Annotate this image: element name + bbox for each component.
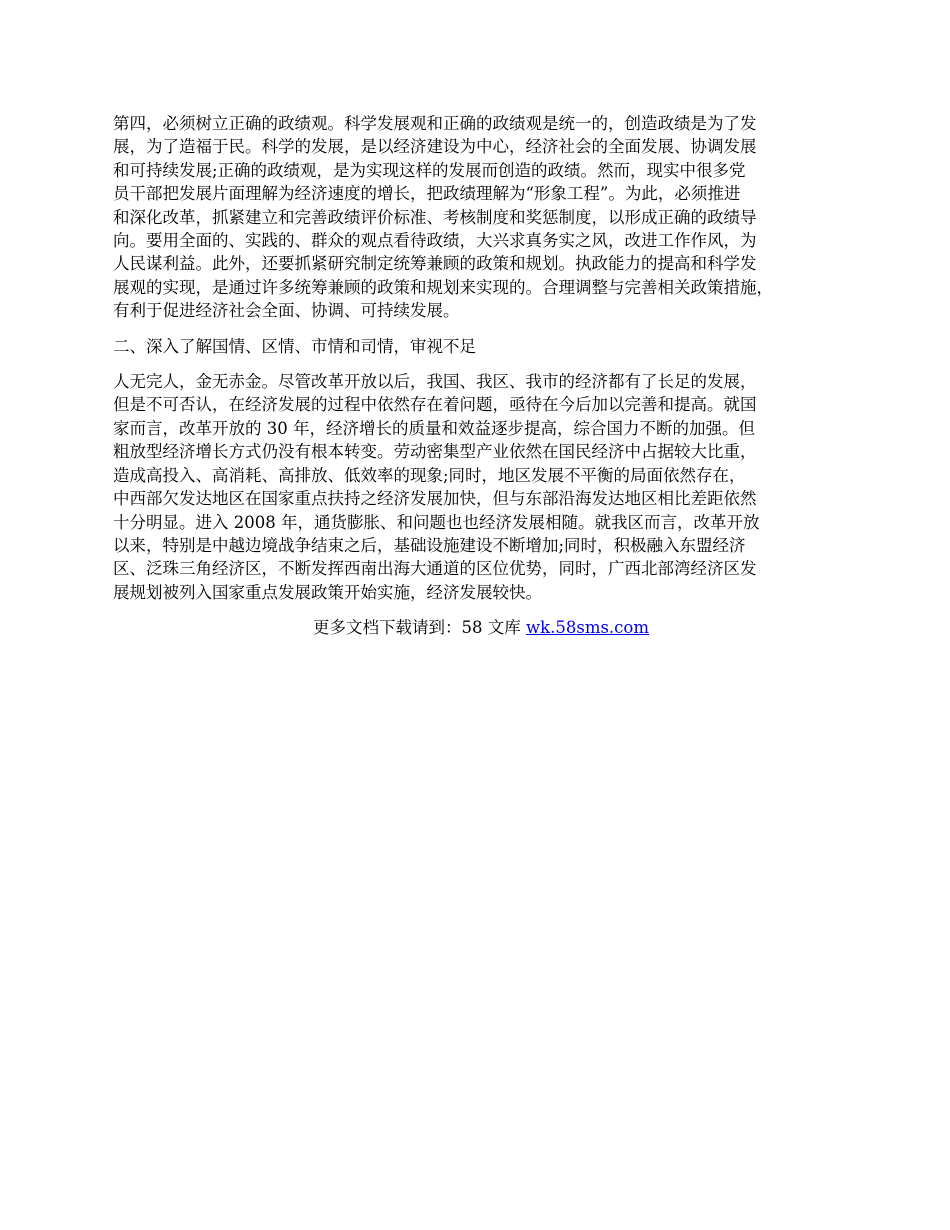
paragraph-line: 粗放型经济增长方式仍没有根本转变。劳动密集型产业依然在国民经济中占据较大比重， (113, 442, 757, 462)
paragraph-line: 以来，特别是中越边境战争结束之后，基础设施建设不断增加;同时，积极融入东盟经济 (113, 535, 746, 555)
paragraph-line: 员干部把发展片面理解为经济速度的增长，把政绩理解为“形象工程”。为此，必须推进 (113, 184, 741, 204)
paragraph-line: 中西部欠发达地区在国家重点扶持之经济发展加快，但与东部沿海发达地区相比差距依然 (113, 489, 757, 509)
footer (113, 616, 849, 639)
paragraph-line: 第四，必须树立正确的政绩观。科学发展观和正确的政绩观是统一的，创造政绩是为了发 (113, 114, 757, 133)
paragraph-line: 但是不可否认，在经济发展的过程中依然存在着问题，亟待在今后加以完善和提高。就国 (113, 395, 757, 415)
section-heading-text: 二、深入了解国情、区情、市情和司情，审视不足 (113, 336, 476, 356)
paragraph-line: 十分明显。进入 2008 年，通货膨胀、和问题也也经济发展相随。就我区而言，改革开放 (113, 512, 760, 532)
paragraph-line: 人无完人，金无赤金。尽管改革开放以后，我国、我区、我市的经济都有了长足的发展， (113, 372, 757, 392)
paragraph-1 (113, 112, 849, 323)
paragraph-line: 造成高投入、高消耗、高排放、低效率的现象;同时，地区发展不平衡的局面依然存在， (113, 465, 746, 485)
paragraph-line: 向。要用全面的、实践的、群众的观点看待政绩，大兴求真务实之风，改进工作作风，为 (113, 231, 757, 251)
footer-link[interactable]: wk.58sms.com (525, 618, 649, 638)
footer-text: 更多文档下载请到：58 文库 (312, 618, 526, 638)
paragraph-line: 和可持续发展;正确的政绩观，是为实现这样的发展而创造的政绩。然而，现实中很多党 (113, 160, 746, 180)
paragraph-2 (113, 370, 849, 604)
paragraph-line: 和深化改革，抓紧建立和完善政绩评价标准、考核制度和奖惩制度，以形成正确的政绩导 (113, 207, 757, 227)
section-heading (113, 335, 849, 358)
paragraph-line: 人民谋利益。此外，还要抓紧研究制定统筹兼顾的政策和规划。执政能力的提高和科学发 (113, 254, 757, 274)
paragraph-line: 展观的实现，是通过许多统筹兼顾的政策和规划来实现的。合理调整与完善相关政策措施， (113, 277, 773, 297)
paragraph-line: 家而言，改革开放的 30 年，经济增长的质量和效益逐步提高，综合国力不断的加强。但 (113, 418, 755, 438)
paragraph-line: 展，为了造福于民。科学的发展，是以经济建设为中心，经济社会的全面发展、协调发展 (113, 137, 757, 157)
paragraph-line: 有利于促进经济社会全面、协调、可持续发展。 (113, 301, 460, 321)
paragraph-line: 区、泛珠三角经济区，不断发挥西南出海大通道的区位优势，同时，广西北部湾经济区发 (113, 559, 757, 579)
document-page (113, 112, 849, 640)
paragraph-line: 展规划被列入国家重点发展政策开始实施，经济发展较快。 (113, 582, 542, 602)
